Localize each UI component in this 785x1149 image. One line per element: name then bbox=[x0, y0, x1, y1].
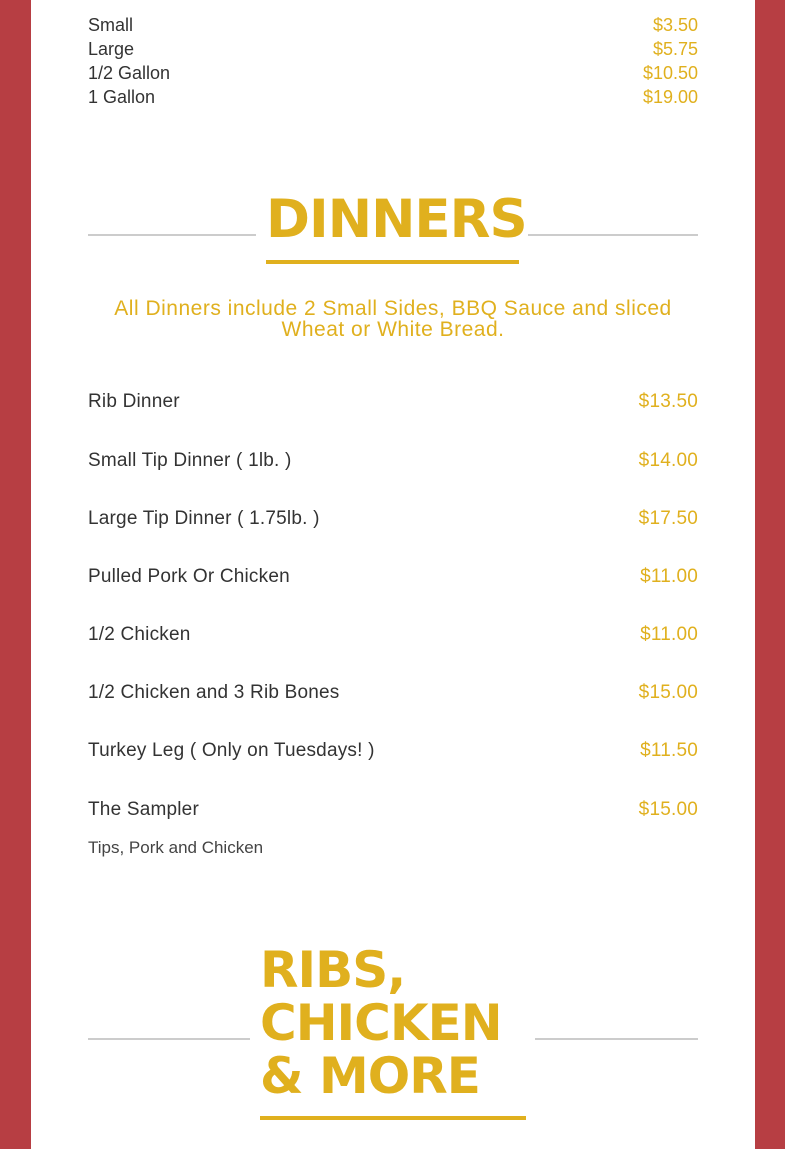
item-name: Large bbox=[88, 39, 135, 59]
item-name: Large Tip Dinner ( 1.75lb. ) bbox=[88, 508, 320, 529]
heading-rule-left bbox=[88, 234, 256, 236]
heading-rule-right bbox=[535, 1038, 698, 1040]
item-price: $15.00 bbox=[638, 682, 698, 703]
item-name: Pulled Pork Or Chicken bbox=[88, 566, 290, 587]
dinner-item bbox=[88, 740, 698, 762]
size-row-half-gallon bbox=[88, 63, 698, 84]
heading-rule-right bbox=[528, 234, 698, 236]
title-line: & MORE bbox=[260, 1047, 480, 1105]
item-name: The Sampler bbox=[88, 799, 199, 820]
item-price: $11.00 bbox=[640, 624, 698, 645]
item-price: $3.50 bbox=[652, 15, 698, 35]
dinner-item bbox=[88, 508, 698, 530]
heading-underline bbox=[260, 1116, 526, 1120]
item-price: $5.75 bbox=[652, 39, 698, 59]
heading-underline bbox=[266, 260, 519, 264]
item-name: 1 Gallon bbox=[88, 87, 156, 107]
size-row-gallon bbox=[88, 87, 698, 108]
item-name: 1/2 Chicken and 3 Rib Bones bbox=[88, 682, 340, 703]
item-price: $10.50 bbox=[642, 63, 698, 83]
dinners-note: All Dinners include 2 Small Sides, BBQ Sauce and sliced Wheat or White Bread. bbox=[114, 297, 672, 341]
dinner-item bbox=[88, 450, 698, 472]
size-row-large bbox=[88, 39, 698, 60]
item-description: Tips, Pork and Chicken bbox=[88, 838, 264, 857]
item-name: 1/2 Gallon bbox=[88, 63, 171, 83]
title-line: CHICKEN bbox=[260, 994, 502, 1052]
title-line: RIBS, bbox=[260, 941, 406, 999]
item-price: $11.00 bbox=[640, 566, 698, 587]
item-price: $14.00 bbox=[638, 450, 698, 471]
item-price: $17.50 bbox=[638, 508, 698, 529]
dinner-item bbox=[88, 391, 698, 413]
item-name: Rib Dinner bbox=[88, 391, 180, 412]
item-price: $11.50 bbox=[640, 740, 698, 761]
item-name: 1/2 Chicken bbox=[88, 624, 191, 645]
dinner-item bbox=[88, 624, 698, 646]
item-price: $19.00 bbox=[642, 87, 698, 107]
dinner-item bbox=[88, 682, 698, 704]
item-name: Small bbox=[88, 15, 134, 35]
item-name: Small Tip Dinner ( 1lb. ) bbox=[88, 450, 292, 471]
item-name: Turkey Leg ( Only on Tuesdays! ) bbox=[88, 740, 375, 761]
size-row-small bbox=[88, 15, 698, 36]
item-price: $13.50 bbox=[638, 391, 698, 412]
dinner-item bbox=[88, 566, 698, 588]
section-title-ribs bbox=[260, 941, 502, 1105]
dinner-item bbox=[88, 799, 698, 821]
item-price: $15.00 bbox=[638, 799, 698, 820]
section-title-dinners: DINNERS bbox=[266, 189, 527, 250]
heading-rule-left bbox=[88, 1038, 250, 1040]
